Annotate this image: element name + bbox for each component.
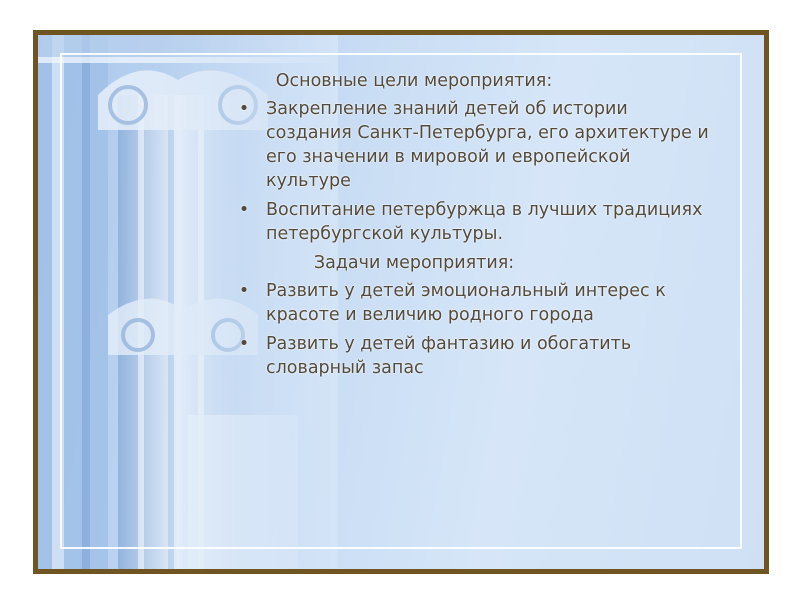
goal-text: Воспитание петербуржца в лучших традициях петербургской культуры. bbox=[266, 200, 703, 244]
tasks-heading: Задачи мероприятия: bbox=[313, 253, 515, 273]
goal-text: Закрепление знаний детей об истории создания Санкт-Петербурга, его архитектуре и его значении в мировой и европейской культуре bbox=[266, 99, 709, 191]
task-text: Развить у детей фантазию и обогатить словарный запас bbox=[266, 334, 632, 378]
tasks-list bbox=[234, 279, 714, 380]
list-item bbox=[234, 97, 714, 193]
slide-content bbox=[234, 69, 714, 385]
bullet: • bbox=[238, 281, 250, 301]
slide-frame bbox=[33, 30, 769, 574]
goals-heading: Основные цели мероприятия: bbox=[275, 71, 553, 91]
list-item bbox=[234, 279, 714, 327]
list-item bbox=[234, 198, 714, 246]
bullet: • bbox=[238, 99, 250, 119]
bullet: • bbox=[238, 200, 250, 220]
task-text: Развить у детей эмоциональный интерес к красоте и величию родного города bbox=[266, 281, 666, 325]
list-item bbox=[234, 332, 714, 380]
goals-list bbox=[234, 97, 714, 246]
bullet: • bbox=[238, 334, 250, 354]
